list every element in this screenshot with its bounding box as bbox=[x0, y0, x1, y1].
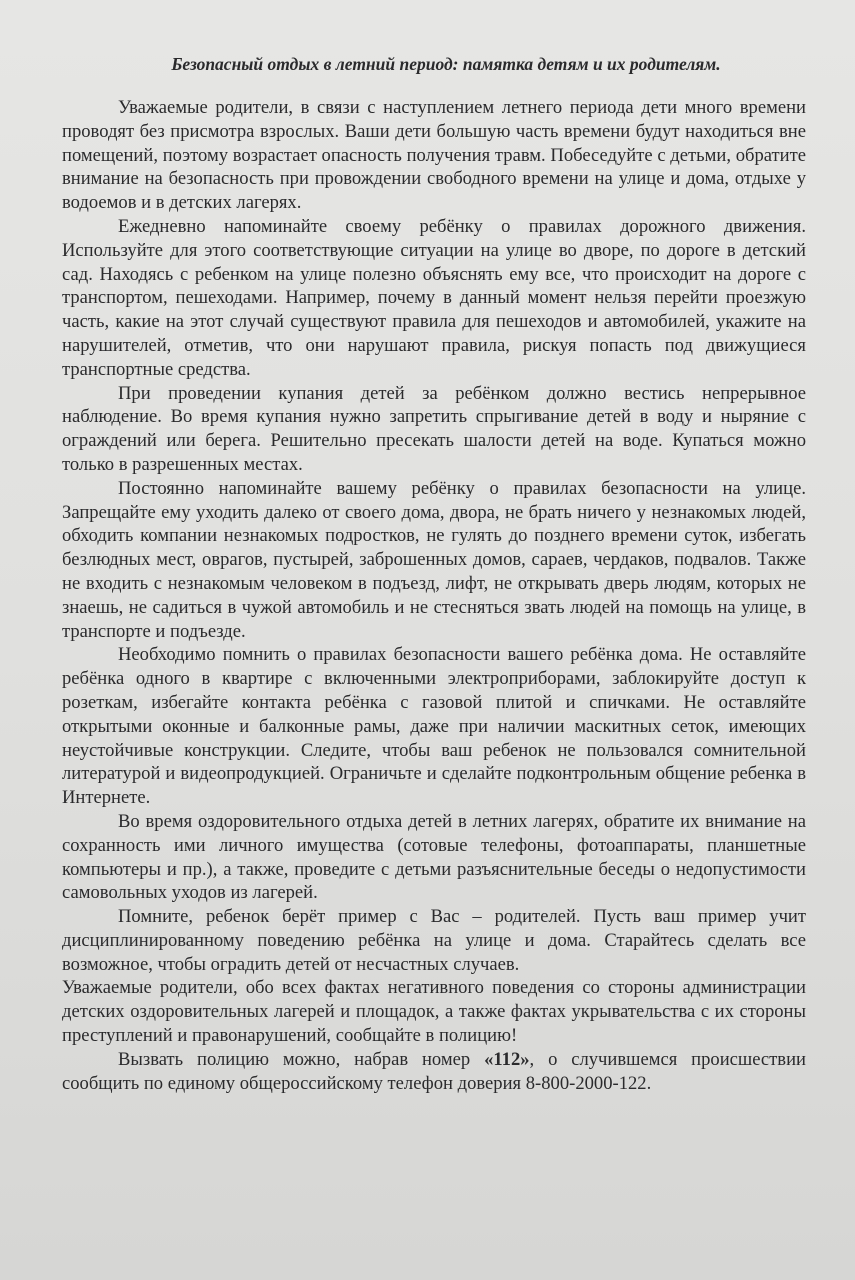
emergency-text-after: , о случившемся происшествии сообщить по единому общероссийскому телефон доверия 8-800-2000-122. bbox=[62, 1048, 806, 1094]
paragraph-intro: Уважаемые родители, в связи с наступлением летнего периода дети много времени проводят без присмотра взрослых. Ваши дети большую часть времени будут находиться вне помещений, поэтому возрастает опасность получения травм. Побеседуйте с детьми, обратите внимание на безопасность при провождении свободного времени на улице и дома, отдыхе у водоемов и в детских лагерях. bbox=[62, 97, 806, 214]
document-title: Безопасный отдых в летний период: памятка детям и их родителям. bbox=[171, 54, 721, 74]
paragraph-traffic-rules: Ежедневно напоминайте своему ребёнку о правилах дорожного движения. Используйте для этого соответствующие ситуации на улице во дворе, по дороге в детский сад. Находясь с ребенком на улице полезно объяснять ему все, что происходит на дороге с транспортом, пешеходами. Например, почему в данный момент нельзя перейти проезжую часть, какие на этот случай существуют правила для пешеходов и автомобилей, укажите на нарушителей, отметив, что они нарушают правила, рискуя попасть под движущиеся транспортные средства. bbox=[62, 215, 806, 380]
paragraph-emergency-contacts bbox=[62, 1048, 806, 1096]
memo-sheet bbox=[62, 52, 806, 1095]
emergency-text-before: Вызвать полицию можно, набрав номер bbox=[118, 1048, 485, 1070]
paragraph-parents-example: Помните, ребенок берёт пример с Вас – родителей. Пусть ваш пример учит дисциплинированному поведению ребёнка на улице и дома. Старайтесь сделать все возможное, чтобы оградить детей от несчастных случаев. bbox=[62, 906, 806, 975]
paragraph-summer-camps: Во время оздоровительного отдыха детей в летних лагерях, обратите их внимание на сохранность ими личного имущества (сотовые телефоны, фотоаппараты, планшетные компьютеры и пр.), а также, проведите с детьми разъяснительные беседы о недопустимости самовольных уходов из лагерей. bbox=[62, 810, 806, 904]
paragraph-home-safety: Необходимо помнить о правилах безопасности вашего ребёнка дома. Не оставляйте ребёнка одного в квартире с включенными электроприборами, заблокируйте доступ к розеткам, избегайте контакта ребёнка с газовой плитой и спичками. Не оставляйте открытыми оконные и балконные рамы, даже при наличии маскитных сеток, имеющих неустойчивые конструкции. Следите, чтобы ваш ребенок не пользовался сомнительной литературой и видеопродукцией. Ограничьте и сделайте подконтрольным общение ребенка в Интернете. bbox=[62, 644, 806, 809]
paragraph-street-safety: Постоянно напоминайте вашему ребёнку о правилах безопасности на улице. Запрещайте ему уходить далеко от своего дома, двора, не брать ничего у незнакомых людей, обходить компании незнакомых подростков, не гулять до позднего времени суток, избегать безлюдных мест, оврагов, пустырей, заброшенных домов, сараев, чердаков, подвалов. Также не входить с незнакомым человеком в подъезд, лифт, не открывать дверь людям, которых не знаешь, не садиться в чужой автомобиль и не стесняться звать людей на помощь на улице, в транспорте и подъезде. bbox=[62, 477, 806, 642]
paragraph-swimming: При проведении купания детей за ребёнком должно вестись непрерывное наблюдение. Во время купания нужно запретить спрыгивание детей в воду и ныряние с ограждений или берега. Решительно пресекать шалости детей на воде. Купаться можно только в разрешенных местах. bbox=[62, 382, 806, 475]
emergency-number: «112» bbox=[484, 1048, 530, 1070]
paragraph-report-police: Уважаемые родители, обо всех фактах негативного поведения со стороны администрации детских оздоровительных лагерей и площадок, а также фактах укрывательства с их стороны преступлений и правонарушений, сообщайте в полицию! bbox=[62, 977, 806, 1047]
